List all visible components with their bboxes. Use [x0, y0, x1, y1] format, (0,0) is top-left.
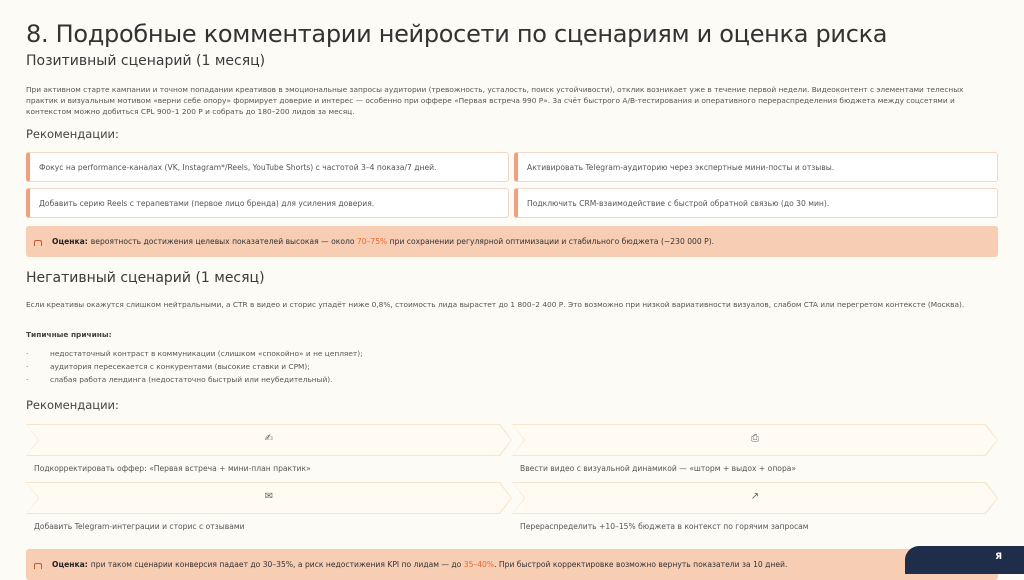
negative-heading: Негативный сценарий (1 месяц)	[26, 270, 265, 286]
list-item: · аудитория пересекается с конкурентами (высокие ставки и CPM);	[26, 360, 363, 373]
positive-rec-card	[514, 152, 998, 182]
bookmark-icon	[34, 240, 42, 246]
negative-rec-heading: Рекомендации:	[26, 398, 119, 412]
score-label: Оценка:	[52, 560, 88, 569]
user-edit-icon: ✍	[264, 433, 274, 444]
corner-badge[interactable]: Я	[905, 546, 1024, 574]
score-text-post: при сохранении регулярной оптимизации и стабильного бюджета (~230 000 Р).	[389, 237, 715, 246]
bookmark-icon	[34, 563, 42, 569]
step-label: Перераспределить +10–15% бюджета в контекст по горячим запросам	[520, 522, 809, 531]
score-text: при таком сценарии конверсия падает до 30–35%, а риск недостижения KPI по лидам — до	[90, 560, 462, 569]
positive-text: При активном старте кампании и точном попадании креативов в эмоциональные запросы аудитории (тревожность, усталость, поиск устойчивости), отклик возникает уже в течение первой недели. Видеоконтент с элементами телесных практик и визуальным мотивом «верни себе опору» формирует доверие и интерес — особенно при оффере «Первая встреча 990 Р». За счёт быстрого A/B-тестирования и оперативного перераспределения бюджета между соцсетями и контекстом можно добиться CPL 900–1 200 Р и собрать до 180–200 лидов за месяц.	[26, 85, 964, 116]
step-label: Добавить Telegram-интеграции и сторис с отзывами	[34, 522, 245, 531]
mail-icon: ✉	[264, 491, 274, 502]
chart-icon: ↗	[750, 491, 760, 502]
positive-rec-text: Добавить серию Reels с терапевтами (первое лицо бренда) для усиления доверия.	[39, 198, 375, 208]
step-label: Ввести видео с визуальной динамикой — «шторм + выдох + опора»	[520, 464, 797, 473]
positive-rec-text: Подключить CRM-взаимодействие с быстрой обратной связью (до 30 мин).	[527, 198, 830, 208]
positive-rec-card	[514, 188, 998, 218]
list-item: · слабая работа лендинга (недостаточно быстрый или неубедительный).	[26, 373, 363, 386]
score-label: Оценка:	[52, 237, 88, 246]
video-file-icon: ⎙	[751, 433, 759, 444]
reasons-list	[26, 347, 363, 386]
positive-rec-heading: Рекомендации:	[26, 127, 119, 141]
score-highlight: 70–75%	[356, 237, 388, 246]
positive-score-box	[26, 226, 998, 257]
reasons-heading: Типичные причины:	[26, 330, 112, 339]
score-text-post: . При быстрой корректировке возможно вернуть показатели за 10 дней.	[494, 560, 788, 569]
score-text: вероятность достижения целевых показателей высокая — около	[90, 237, 355, 246]
positive-rec-text: Активировать Telegram-аудиторию через экспертные мини-посты и отзывы.	[527, 162, 835, 172]
negative-score-box	[26, 549, 998, 580]
page-title: 8. Подробные комментарии нейросети по сценариям и оценка риска	[26, 20, 888, 48]
positive-heading: Позитивный сценарий (1 месяц)	[26, 53, 266, 69]
list-item: · недостаточный контраст в коммуникации (слишком «спокойно» и не цепляет);	[26, 347, 363, 360]
positive-rec-text: Фокус на performance-каналах (VK, Instagram*/Reels, YouTube Shorts) с частотой 3–4 показа/7 дней.	[39, 162, 437, 172]
negative-text: Если креативы окажутся слишком нейтральными, а CTR в видео и сторис упадёт ниже 0,8%, стоимость лида вырастет до 1 800–2 400 Р. Это возможно при низкой вариативности визуалов, слабом CTA или перегретом контексте (Москва).	[26, 300, 965, 309]
positive-rec-card	[26, 152, 509, 182]
positive-rec-card	[26, 188, 509, 218]
step-label: Подкорректировать оффер: «Первая встреча + мини-план практик»	[34, 464, 311, 473]
score-highlight: 35–40%	[463, 560, 495, 569]
